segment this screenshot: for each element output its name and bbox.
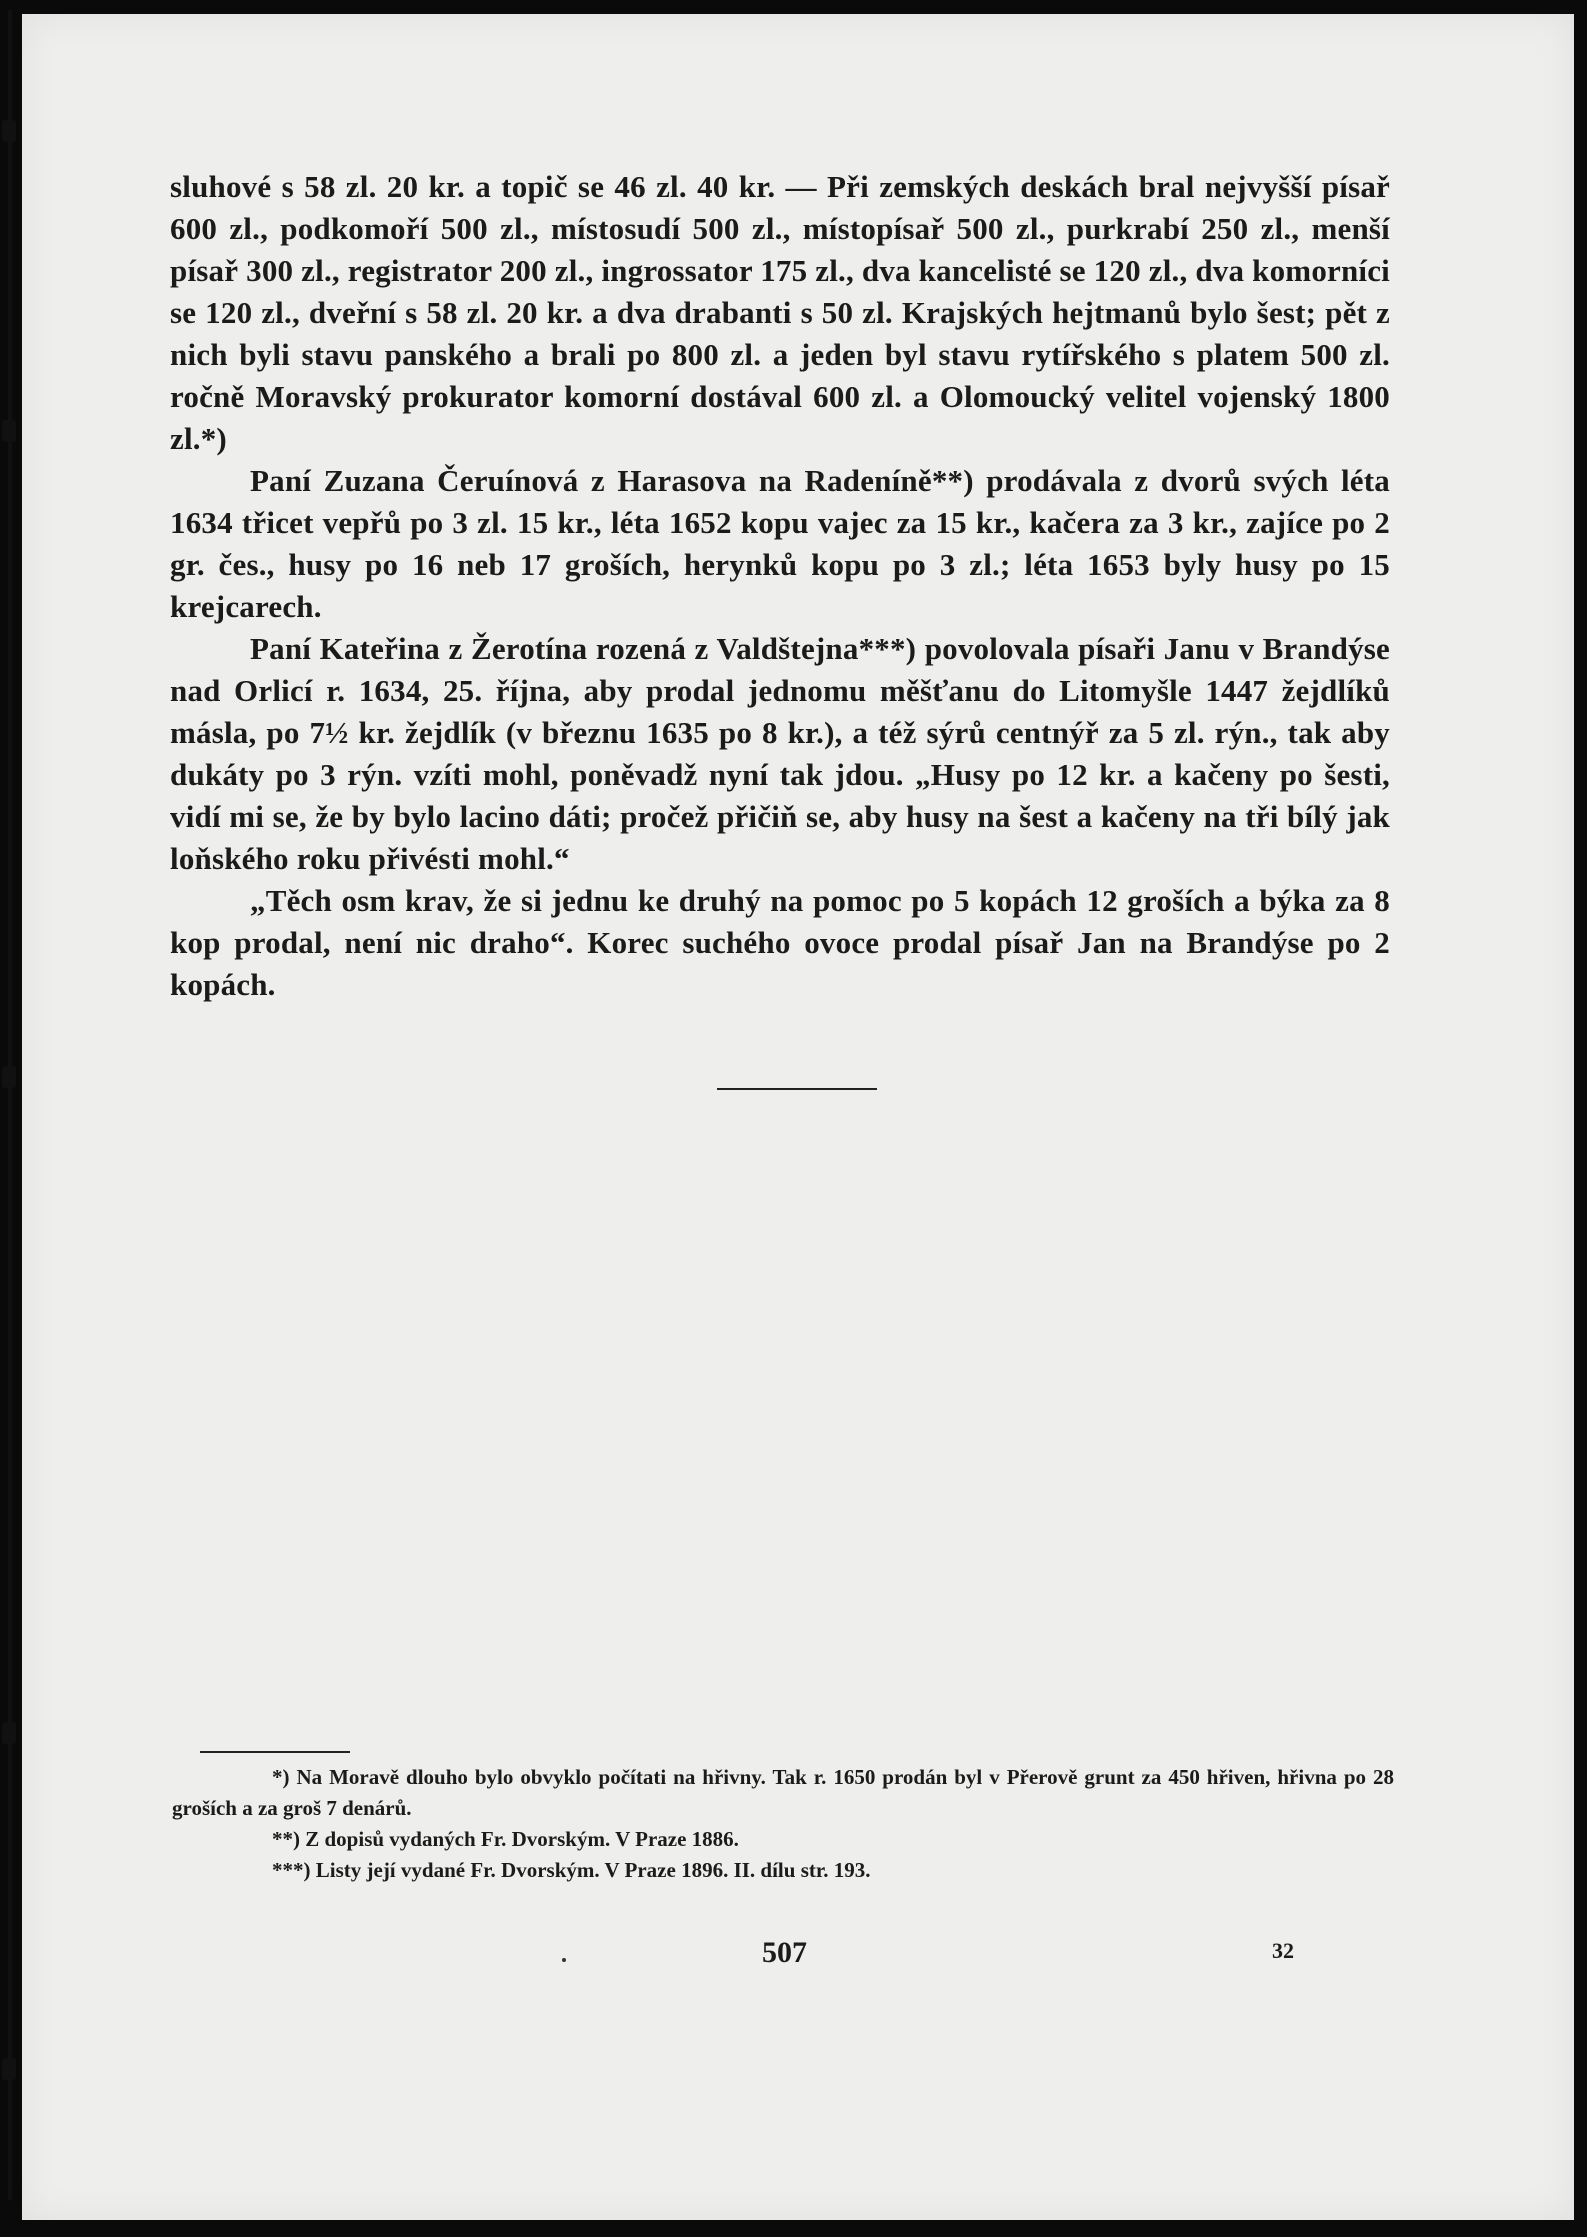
main-text	[170, 166, 1390, 1006]
page-number: 507	[762, 1936, 807, 1969]
paragraph-3: Paní Kateřina z Žerotína rozená z Valdštejna***) povolovala písaři Janu v Brandýse nad Orlicí r. 1634, 25. října, aby prodal jednomu měšťanu do Litomyšle 1447 žejdlíků másla, po 7½ kr. žejdlík (v březnu 1635 po 8 kr.), a též sýrů centnýř za 5 zl. rýn., tak aby dukáty po 3 rýn. vzíti mohl, poněvadž nyní tak jdou. „Husy po 12 kr. a kačeny po šesti, vidí mi se, že by bylo lacino dáti; pročež přičiň se, aby husy na šest a kačeny na tři bílý jak loňského roku přivésti mohl.“	[170, 631, 1390, 876]
footnote-2: **) Z dopisů vydaných Fr. Dvorským. V Praze 1886.	[272, 1827, 739, 1851]
section-divider	[717, 1088, 877, 1090]
spine-mark	[2, 1066, 16, 1088]
paragraph-4: „Těch osm krav, že si jednu ke druhý na pomoc po 5 kopách 12 groších a býka za 8 kop prodal, není nic draho“. Korec suchého ovoce prodal písař Jan na Brandýse po 2 kopách.	[170, 883, 1390, 1002]
footnotes	[172, 1762, 1394, 1886]
spine-mark	[2, 420, 16, 442]
paragraph-1: sluhové s 58 zl. 20 kr. a topič se 46 zl. 40 kr. — Při zemských deskách bral nejvyšší písař 600 zl., podkomoří 500 zl., místosudí 500 zl., místopísař 500 zl., purkrabí 250 zl., menší písař 300 zl., registrator 200 zl., ingrossator 175 zl., dva kancelisté se 120 zl., dva komorníci se 120 zl., dveřní s 58 zl. 20 kr. a dva drabanti s 50 zl. Krajských hejtmanů bylo šest; pět z nich byli stavu panského a brali po 800 zl. a jeden byl stavu rytířského s platem 500 zl. ročně Moravský prokurator komorní dostával 600 zl. a Olomoucký velitel vojenský 1800 zl.*)	[170, 169, 1390, 456]
footnote-1: *) Na Moravě dlouho bylo obvyklo počítati na hřivny. Tak r. 1650 prodán byl v Přerově grunt za 450 hřiven, hřivna po 28 groších a za groš 7 denárů.	[172, 1765, 1394, 1820]
footnote-3: ***) Listy její vydané Fr. Dvorským. V Praze 1896. II. dílu str. 193.	[272, 1858, 871, 1882]
spine-mark	[2, 120, 16, 142]
spine-mark	[2, 1722, 16, 1744]
book-page	[22, 14, 1574, 2220]
book-spine-edge	[8, 10, 12, 2200]
print-speck	[562, 1958, 566, 1962]
paragraph-2: Paní Zuzana Čeruínová z Harasova na Radeníně**) prodávala z dvorů svých léta 1634 třicet vepřů po 3 zl. 15 kr., léta 1652 kopu vajec za 15 kr., kačera za 3 kr., zajíce po 2 gr. čes., husy po 16 neb 17 groších, herynků kopu po 3 zl.; léta 1653 byly husy po 15 krejcarech.	[170, 463, 1390, 624]
footnote-rule	[200, 1751, 350, 1753]
spine-mark	[2, 2058, 16, 2080]
signature-mark: 32	[1272, 1938, 1294, 1963]
